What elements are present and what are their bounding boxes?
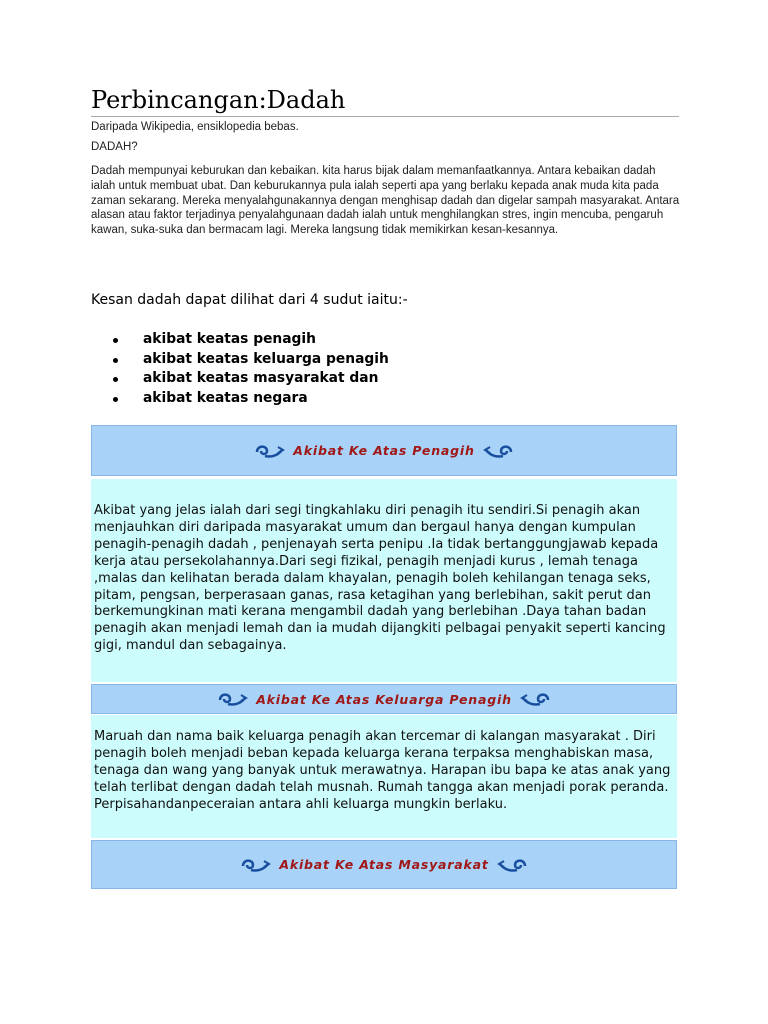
swirl-right-icon xyxy=(218,690,248,708)
section-heading: DADAH? xyxy=(91,141,138,153)
kesan-item-label: akibat keatas negara xyxy=(143,389,308,406)
section-body-keluarga xyxy=(91,715,677,838)
section-header-keluarga xyxy=(91,684,677,714)
swirl-right-icon xyxy=(255,442,285,460)
kesan-item-label: akibat keatas keluarga penagih xyxy=(143,350,389,367)
kesan-list xyxy=(113,330,389,408)
intro-paragraph: Dadah mempunyai keburukan dan kebaikan. kita harus bijak dalam memanfaatkannya. Antara kebaikan dadah ialah untuk membuat ubat. Dan keburukannya pula ialah seperti apa yang berlaku kepada anak muda kita pada zaman sekarang. Mereka menyalahgunakannya dengan menghisap dadah dan digelar sampah masyarakat. Antara alasan atau faktor terjadinya penyalahgunaan dadah ialah untuk menghilangkan stres, ingin mencuba, pengaruh kawan, suka-suka dan bermacam lagi. Mereka langsung tidak memikirkan kesan-kesannya. xyxy=(91,165,680,237)
section-heading-text: Akibat Ke Atas Masyarakat xyxy=(279,857,489,872)
kesan-item xyxy=(113,389,389,409)
bullet-icon xyxy=(113,377,118,382)
kesan-lead: Kesan dadah dapat dilihat dari 4 sudut iaitu:- xyxy=(91,292,408,308)
kesan-item-label: akibat keatas penagih xyxy=(143,331,316,347)
kesan-item-label: akibat keatas masyarakat dan xyxy=(143,370,379,386)
bullet-icon xyxy=(113,338,118,343)
bullet-icon xyxy=(113,397,118,402)
section-header-masyarakat xyxy=(91,840,677,889)
swirl-left-icon xyxy=(483,442,513,460)
kesan-item xyxy=(113,330,389,350)
section-body-text: Maruah dan nama baik keluarga penagih akan tercemar di kalangan masyarakat . Diri penagih boleh menjadi beban kepada keluarga kerana terpaksa menghabiskan masa, tenaga dan wang yang banyak untuk merawatnya. Harapan ibu bapa ke atas anak yang telah terlibat dengan dadah telah musnah. Rumah tangga akan menjadi porak peranda. Perpisahandanpeceraian antara ahli keluarga mungkin berlaku. xyxy=(94,729,671,812)
page-title: Perbincangan:Dadah xyxy=(91,84,679,117)
swirl-left-icon xyxy=(520,690,550,708)
section-body-penagih xyxy=(91,479,677,682)
bullet-icon xyxy=(113,358,118,363)
section-header-penagih xyxy=(91,425,677,476)
section-heading-text: Akibat Ke Atas Penagih xyxy=(293,443,475,458)
swirl-right-icon xyxy=(241,856,271,874)
kesan-item xyxy=(113,350,389,370)
site-subtitle: Daripada Wikipedia, ensiklopedia bebas. xyxy=(91,121,299,133)
swirl-left-icon xyxy=(497,856,527,874)
section-body-text: Akibat yang jelas ialah dari segi tingkahlaku diri penagih itu sendiri.Si penagih akan menjauhkan diri daripada masyarakat umum dan bergaul hanya dengan kumpulan penagih-penagih dadah , penjenayah serta penipu .Ia tidak bertanggungjawab kepada kerja atau persekolahannya.Dari segi fizikal, penagih menjadi kurus , lemah tenaga ,malas dan kelihatan berada dalam khayalan, penagih boleh kehilangan tenaga seks, pitam, pengsan, berperasaan ganas, rasa ketagihan yang berlebihan, sakit perut dan berkemungkinan mati kerana mengambil dadah yang berlebihan .Daya tahan badan penagih akan menjadi lemah dan ia mudah dijangkiti pelbagai penyakit seperti kancing gigi, mandul dan sebagainya. xyxy=(94,503,666,654)
section-heading-text: Akibat Ke Atas Keluarga Penagih xyxy=(256,691,512,707)
kesan-item xyxy=(113,369,389,389)
